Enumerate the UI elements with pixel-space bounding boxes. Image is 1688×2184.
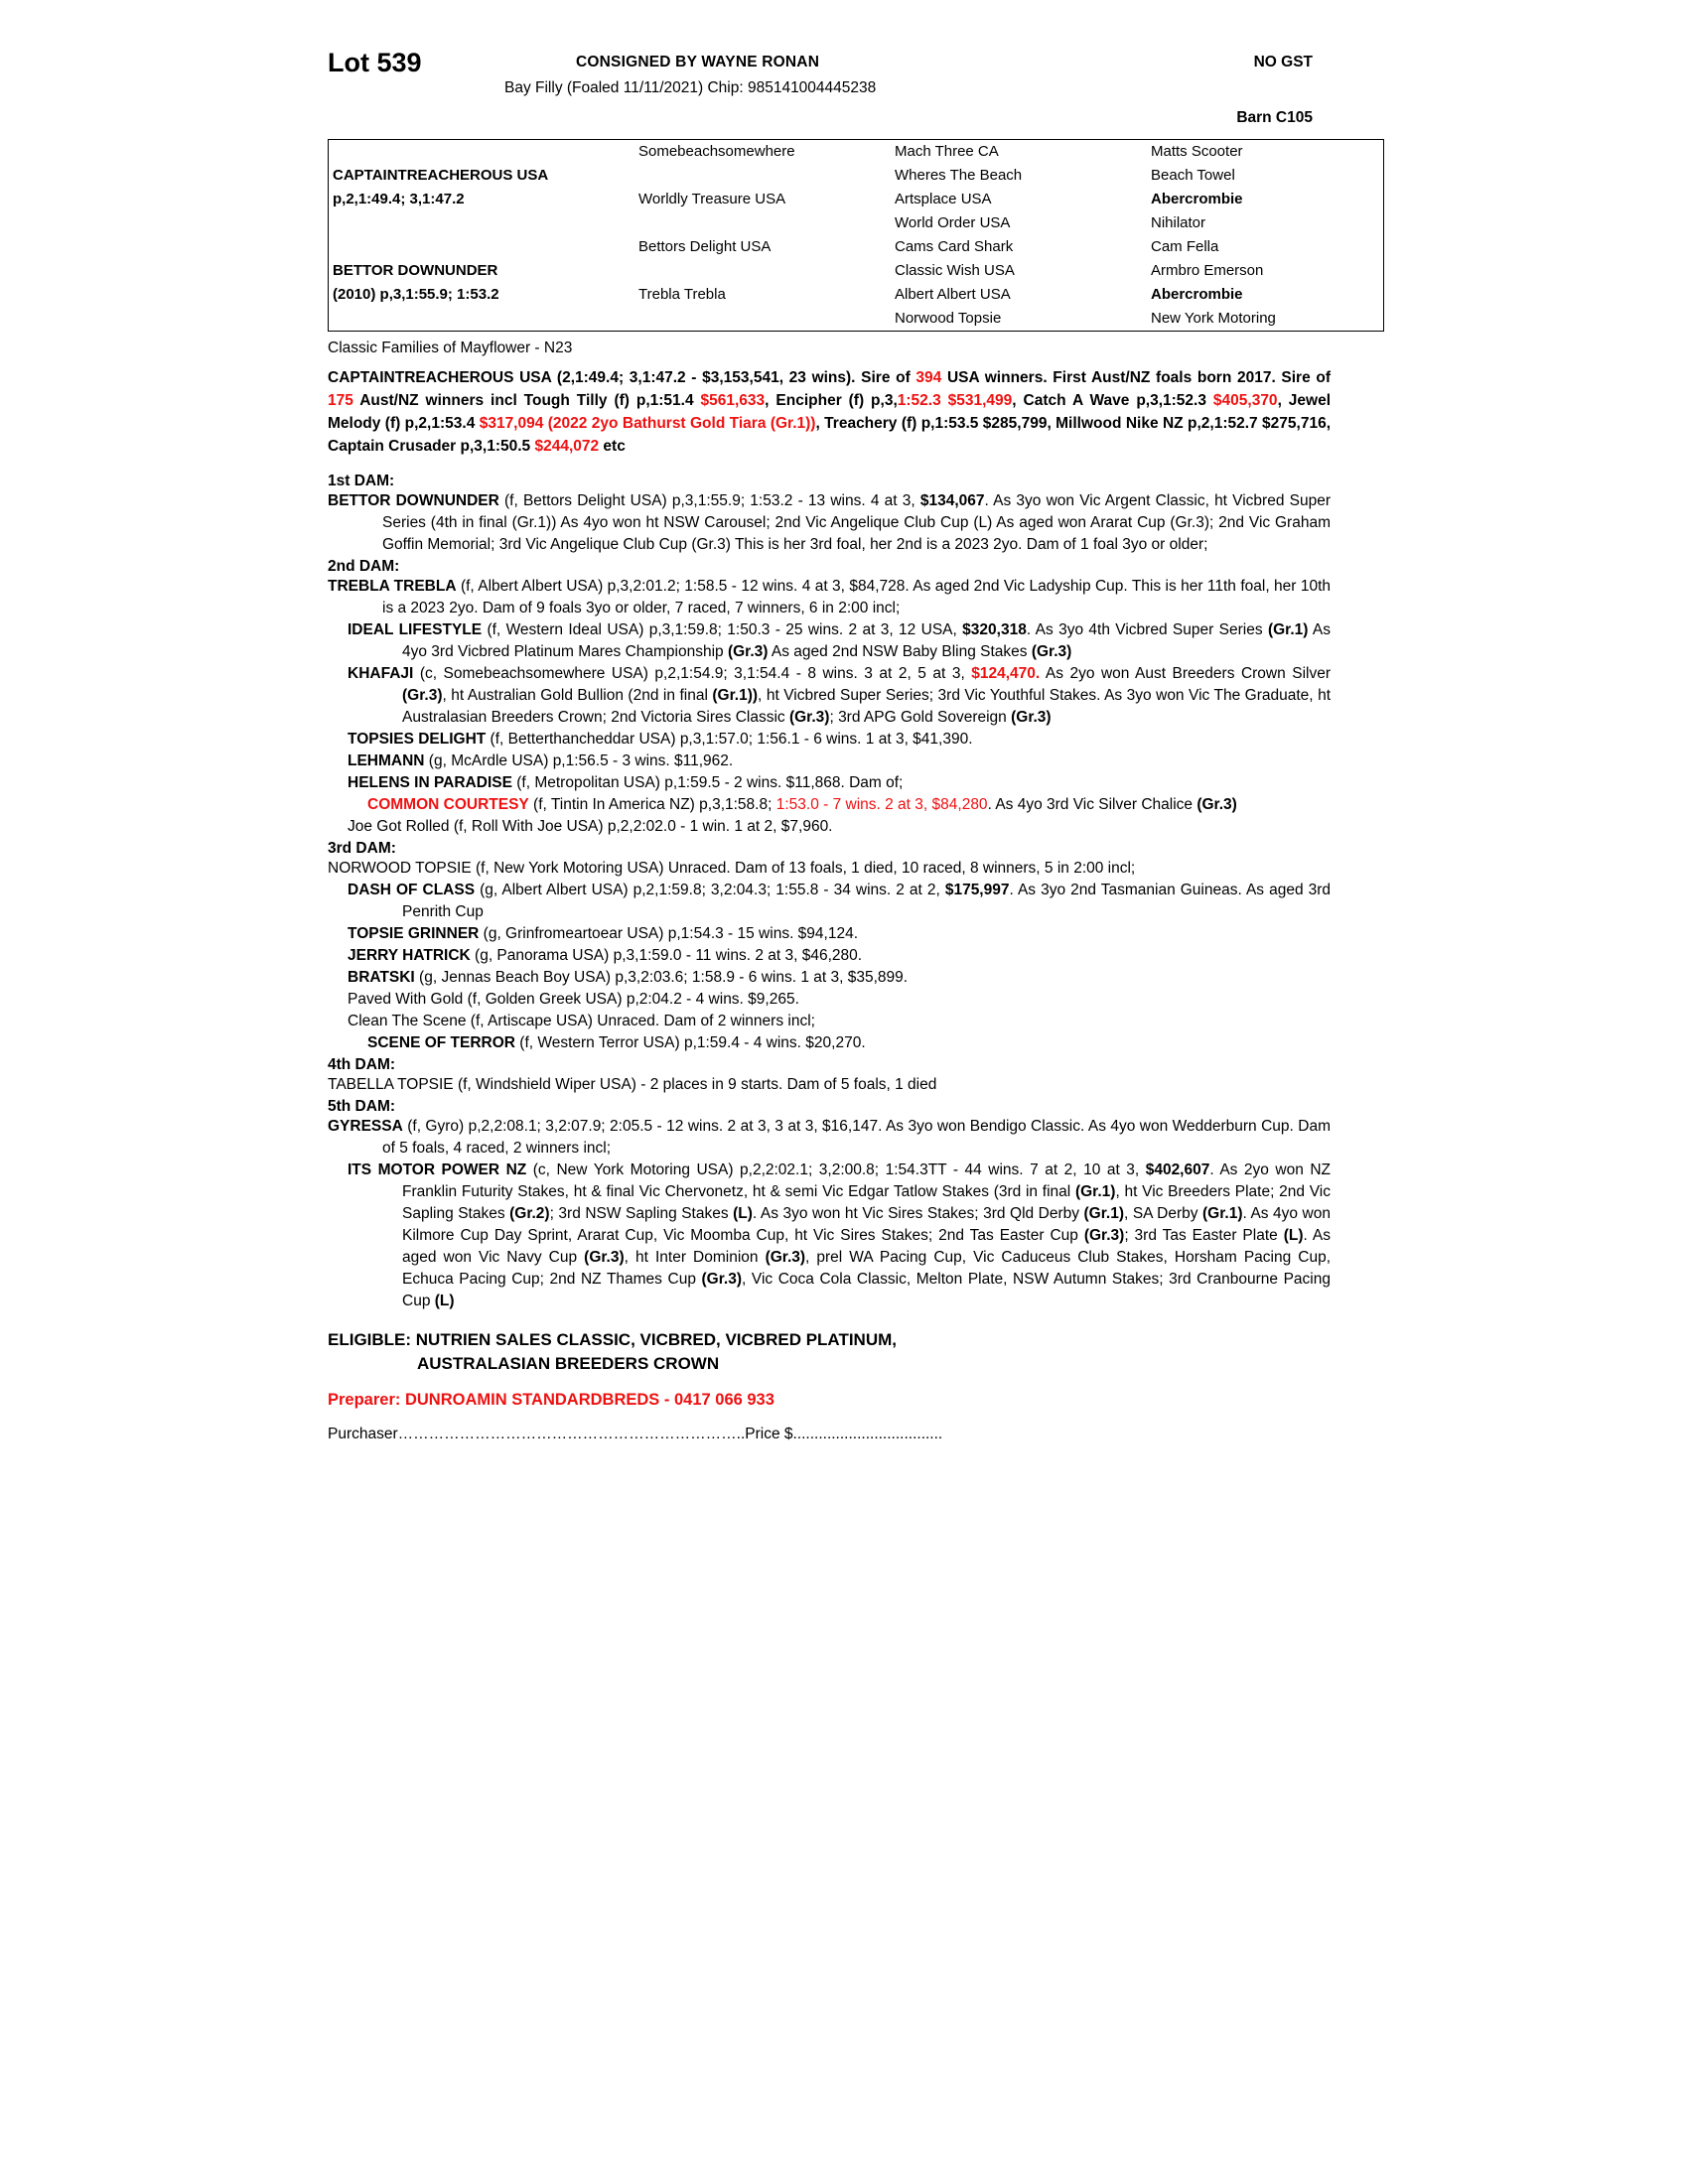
- pedigree-cell: [329, 307, 635, 332]
- entry-text-segment: LEHMANN: [348, 751, 425, 769]
- pedigree-cell: New York Motoring: [1151, 310, 1276, 327]
- dam-sections: [328, 473, 1331, 1312]
- pedigree-cell: BETTOR DOWNUNDER: [333, 262, 498, 279]
- horse-description: Bay Filly (Foaled 11/11/2021) Chip: 985141004445238: [504, 79, 877, 96]
- pedigree-cell: Cams Card Shark: [895, 238, 1014, 255]
- preparer-line: Preparer: DUNROAMIN STANDARDBREDS - 0417 066 933: [328, 1391, 774, 1410]
- entry-text-segment: As 2yo won Aust Breeders Crown Silver: [1040, 664, 1331, 682]
- entry-text-segment: SCENE OF TERROR: [367, 1033, 515, 1051]
- entry-text-segment: (L): [733, 1204, 753, 1222]
- sire-summary: [328, 367, 1331, 459]
- entry-text-segment: , ht Vic Breeders Plate; 2nd Vic Sapling Stakes: [402, 1182, 1331, 1222]
- entry-text-segment: , SA Derby: [1124, 1204, 1202, 1222]
- pedigree-cell: Abercrombie: [1151, 191, 1243, 207]
- sire-text-segment: Aust/NZ winners incl Tough Tilly (f) p,1:51.4: [352, 391, 701, 409]
- pedigree-cell: Armbro Emerson: [1151, 262, 1264, 279]
- pedigree-cell: Beach Towel: [1151, 167, 1235, 184]
- entry-text-segment: BRATSKI: [348, 968, 415, 986]
- pedigree-row: [329, 164, 1384, 188]
- entry-text-segment: , Vic Coca Cola Classic, Melton Plate, NSW Autumn Stakes; 3rd Cranbourne Pacing Cup: [402, 1270, 1331, 1309]
- entry-text-segment: (L): [1283, 1226, 1304, 1244]
- barn-number: Barn C105: [1236, 109, 1313, 126]
- entry-text-segment: ITS MOTOR POWER NZ: [348, 1160, 527, 1178]
- entry-text-segment: HELENS IN PARADISE: [348, 773, 512, 791]
- pedigree-row: [329, 259, 1384, 283]
- entry-text-segment: , prel WA Pacing Cup, Vic Caduceus Club Stakes, Horsham Pacing Cup, Echuca Pacing Cup; 2nd NZ Thames Cup: [402, 1248, 1332, 1288]
- entry-text-segment: . As 2yo won NZ Franklin Futurity Stakes, ht & final Vic Chervonetz, ht & semi Vic Edgar Tatlow Stakes (3rd in final: [402, 1160, 1332, 1200]
- entry-text-segment: (Gr.1): [1202, 1204, 1243, 1222]
- pedigree-row: [329, 188, 1384, 211]
- page-header: [328, 40, 1331, 139]
- dam-heading: 3rd DAM:: [328, 839, 396, 857]
- entry-text-segment: ; 3rd NSW Sapling Stakes: [549, 1204, 734, 1222]
- purchaser-line: Purchaser…………………………………………………………..Price $...................................: [328, 1426, 943, 1443]
- entry-text-segment: Paved With Gold (f, Golden Greek USA) p,2:04.2 - 4 wins. $9,265.: [348, 990, 799, 1008]
- pedigree-cell: Albert Albert USA: [895, 286, 1011, 303]
- entry-text-segment: As aged 2nd NSW Baby Bling Stakes: [768, 642, 1032, 660]
- eligibility-line-2: AUSTRALASIAN BREEDERS CROWN: [417, 1353, 720, 1373]
- entry-text-segment: . As 4yo won Kilmore Cup Day Sprint, Ararat Cup, Vic Moomba Cup, ht Vic Sires Stakes; 2nd Tas Easter Cup: [402, 1204, 1331, 1244]
- pedigree-entry: [328, 772, 1331, 794]
- dam-heading: 5th DAM:: [328, 1097, 396, 1115]
- pedigree-row: [329, 211, 1384, 235]
- sire-text-segment: 175: [328, 391, 353, 409]
- entry-text-segment: . As 3yo won ht Vic Sires Stakes; 3rd Qld Derby: [752, 1204, 1084, 1222]
- sire-text-segment: $317,094 (2022 2yo Bathurst Gold Tiara (Gr.1)): [479, 414, 816, 432]
- entry-text-segment: (f, Metropolitan USA) p,1:59.5 - 2 wins. $11,868. Dam of;: [511, 773, 904, 791]
- pedigree-cell: Mach Three CA: [895, 143, 999, 160]
- pedigree-entry: [328, 619, 1331, 663]
- sale-catalogue-page: [328, 40, 1331, 1443]
- pedigree-cell: [634, 211, 891, 235]
- entry-text-segment: $402,607: [1145, 1160, 1210, 1178]
- entry-text-segment: Clean The Scene (f, Artiscape USA) Unraced. Dam of 2 winners incl;: [348, 1012, 815, 1029]
- pedigree-cell: World Order USA: [895, 214, 1011, 231]
- pedigree-entry: [328, 1116, 1331, 1160]
- pedigree-entry: [328, 576, 1331, 619]
- entry-text-segment: BETTOR DOWNUNDER: [328, 491, 499, 509]
- entry-text-segment: . As 4yo 3rd Vic Silver Chalice: [987, 795, 1197, 813]
- entry-text-segment: (Gr.3): [788, 708, 830, 726]
- pedigree-cell: Classic Wish USA: [895, 262, 1015, 279]
- entry-text-segment: TOPSIE GRINNER: [348, 924, 480, 942]
- dam-heading: 2nd DAM:: [328, 557, 400, 575]
- entry-text-segment: (Gr.3): [1011, 708, 1052, 726]
- pedigree-row: [329, 307, 1384, 332]
- sire-text-segment: CAPTAINTREACHEROUS USA (2,1:49.4; 3,1:47.2 - $3,153,541, 23 wins). Sire of: [328, 369, 916, 386]
- pedigree-cell: (2010) p,3,1:55.9; 1:53.2: [333, 286, 499, 303]
- pedigree-entry: [328, 945, 1331, 967]
- entry-text-segment: (g, Panorama USA) p,3,1:59.0 - 11 wins. 2 at 3, $46,280.: [470, 946, 863, 964]
- entry-text-segment: (Gr.1): [1074, 1182, 1116, 1200]
- pedigree-entry: [328, 1074, 1331, 1096]
- entry-text-segment: (Gr.1)): [712, 686, 759, 704]
- entry-text-segment: 1:53.0 - 7 wins. 2 at 3, $84,280: [775, 795, 988, 813]
- sire-text-segment: 394: [915, 369, 942, 386]
- sire-text-segment: $405,370: [1212, 391, 1278, 409]
- dam-heading: 4th DAM:: [328, 1055, 396, 1073]
- dam-heading: 1st DAM:: [328, 472, 395, 489]
- entry-text-segment: (f, Western Ideal USA) p,3,1:59.8; 1:50.3 - 25 wins. 2 at 3, 12 USA,: [482, 620, 963, 638]
- pedigree-cell: Trebla Trebla: [638, 286, 726, 303]
- pedigree-row: [329, 235, 1384, 259]
- pedigree-cell: [329, 211, 635, 235]
- entry-text-segment: , ht Inter Dominion: [624, 1248, 766, 1266]
- entry-text-segment: DASH OF CLASS: [348, 881, 476, 898]
- entry-text-segment: TREBLA TREBLA: [328, 577, 457, 595]
- sire-text-segment: , Catch A Wave p,3,1:52.3: [1012, 391, 1213, 409]
- entry-text-segment: (Gr.2): [509, 1204, 550, 1222]
- entry-text-segment: (g, Grinfromeartoear USA) p,1:54.3 - 15 wins. $94,124.: [479, 924, 859, 942]
- entry-text-segment: (Gr.3): [1196, 795, 1237, 813]
- eligibility-line-1: ELIGIBLE: NUTRIEN SALES CLASSIC, VICBRED, VICBRED PLATINUM,: [328, 1329, 897, 1349]
- pedigree-cell: [329, 140, 635, 165]
- pedigree-row: [329, 283, 1384, 307]
- pedigree-cell: p,2,1:49.4; 3,1:47.2: [333, 191, 465, 207]
- consignor-label: CONSIGNED BY WAYNE RONAN: [576, 54, 820, 70]
- entry-text-segment: KHAFAJI: [348, 664, 414, 682]
- pedigree-cell: Somebeachsomewhere: [638, 143, 795, 160]
- pedigree-cell: [634, 164, 891, 188]
- entry-text-segment: (c, Somebeachsomewhere USA) p,2,1:54.9; 3,1:54.4 - 8 wins. 3 at 2, 5 at 3,: [413, 664, 972, 682]
- sire-text-segment: etc: [599, 437, 626, 455]
- sire-text-segment: USA winners. First Aust/NZ foals born 2017. Sire of: [941, 369, 1332, 386]
- family-line: Classic Families of Mayflower - N23: [328, 340, 573, 356]
- pedigree-row: [329, 140, 1384, 165]
- pedigree-entry: [328, 1160, 1331, 1312]
- pedigree-entry: [328, 794, 1331, 816]
- entry-text-segment: (g, Jennas Beach Boy USA) p,3,2:03.6; 1:58.9 - 6 wins. 1 at 3, $35,899.: [414, 968, 909, 986]
- sire-text-segment: $244,072: [534, 437, 600, 455]
- sire-text-segment: $561,633: [700, 391, 766, 409]
- pedigree-cell: Norwood Topsie: [895, 310, 1002, 327]
- entry-text-segment: ; 3rd APG Gold Sovereign: [829, 708, 1012, 726]
- entry-text-segment: (f, Betterthancheddar USA) p,3,1:57.0; 1:56.1 - 6 wins. 1 at 3, $41,390.: [486, 730, 973, 748]
- lot-number: Lot 539: [328, 48, 422, 77]
- pedigree-cell: Artsplace USA: [895, 191, 992, 207]
- pedigree-cell: Bettors Delight USA: [638, 238, 772, 255]
- entry-text-segment: (Gr.3): [1083, 1226, 1125, 1244]
- pedigree-cell: Cam Fella: [1151, 238, 1219, 255]
- entry-text-segment: , ht Vicbred Super Series; 3rd Vic Youthful Stakes. As 3yo won Vic The Graduate, ht Australasian Breeders Crown; 2nd Victoria Sires Classic: [402, 686, 1331, 726]
- entry-text-segment: (f, Albert Albert USA) p,3,2:01.2; 1:58.5 - 12 wins. 4 at 3, $84,728. As aged 2nd Vic Ladyship Cup. This is her 11th foal, her 10th is a 2023 2yo. Dam of 9 foals 3yo or older, 7 raced, 7 winners, 6 in 2:00 incl;: [382, 577, 1331, 616]
- entry-text-segment: COMMON COURTESY: [367, 795, 529, 813]
- pedigree-entry: [328, 751, 1331, 772]
- entry-text-segment: $320,318: [962, 620, 1027, 638]
- sire-text-segment: 1:52.3 $531,499: [897, 391, 1013, 409]
- pedigree-cell: CAPTAINTREACHEROUS USA: [333, 167, 549, 184]
- entry-text-segment: (Gr.3): [1031, 642, 1072, 660]
- entry-text-segment: (L): [434, 1292, 455, 1309]
- entry-text-segment: ; 3rd Tas Easter Plate: [1124, 1226, 1284, 1244]
- entry-text-segment: (Gr.3): [584, 1248, 625, 1266]
- eligibility-note: [328, 1328, 1331, 1376]
- entry-text-segment: TOPSIES DELIGHT: [348, 730, 487, 748]
- pedigree-cell: Nihilator: [1151, 214, 1206, 231]
- pedigree-cell: [634, 259, 891, 283]
- entry-text-segment: Joe Got Rolled (f, Roll With Joe USA) p,2,2:02.0 - 1 win. 1 at 2, $7,960.: [348, 817, 833, 835]
- entry-text-segment: (f, Bettors Delight USA) p,3,1:55.9; 1:53.2 - 13 wins. 4 at 3,: [498, 491, 920, 509]
- sire-text-segment: , Encipher (f) p,3,: [765, 391, 898, 409]
- entry-text-segment: (f, Gyro) p,2,2:08.1; 3,2:07.9; 2:05.5 - 12 wins. 2 at 3, 3 at 3, $16,147. As 3yo won Bendigo Classic. As 4yo won Wedderburn Cup. Dam of 5 foals, 4 raced, 2 winners incl;: [382, 1117, 1331, 1157]
- pedigree-entry: [328, 989, 1331, 1011]
- entry-text-segment: (g, Albert Albert USA) p,2,1:59.8; 3,2:04.3; 1:55.8 - 34 wins. 2 at 2,: [475, 881, 945, 898]
- pedigree-entry: [328, 967, 1331, 989]
- pedigree-entry: [328, 816, 1331, 838]
- pedigree-entry: [328, 729, 1331, 751]
- entry-text-segment: JERRY HATRICK: [348, 946, 471, 964]
- entry-text-segment: (c, New York Motoring USA) p,2,2:02.1; 3,2:00.8; 1:54.3TT - 44 wins. 7 at 2, 10 at 3,: [526, 1160, 1146, 1178]
- entry-text-segment: . As aged won Vic Navy Cup: [402, 1226, 1331, 1266]
- entry-text-segment: GYRESSA: [328, 1117, 403, 1135]
- entry-text-segment: TABELLA TOPSIE (f, Windshield Wiper USA) - 2 places in 9 starts. Dam of 5 foals, 1 died: [328, 1075, 937, 1093]
- entry-text-segment: . As 3yo won Vic Argent Classic, ht Vicbred Super Series (4th in final (Gr.1)) As 4yo won ht NSW Carousel; 2nd Vic Angelique Club Cup (L) As aged won Ararat Cup (Gr.3); 2nd Vic Graham Goffin Memorial; 3rd Vic Angelique Club Cup (Gr.3) This is her 3rd foal, her 2nd is a 2023 2yo. Dam of 1 foal 3yo or older;: [382, 491, 1331, 553]
- sire-text-segment: , Treachery (f) p,1:53.5 $285,799, Millwood Nike NZ p,2,1:52.7 $275,716, Captain Crusader p,3,1:50.5: [328, 414, 1332, 455]
- entry-text-segment: (Gr.1): [1083, 1204, 1124, 1222]
- entry-text-segment: . As 3yo 4th Vicbred Super Series: [1026, 620, 1268, 638]
- entry-text-segment: (g, McArdle USA) p,1:56.5 - 3 wins. $11,962.: [424, 751, 734, 769]
- entry-text-segment: NORWOOD TOPSIE (f, New York Motoring USA) Unraced. Dam of 13 foals, 1 died, 10 raced, 8 winners, 5 in 2:00 incl;: [328, 859, 1136, 877]
- entry-text-segment: (Gr.3): [765, 1248, 806, 1266]
- entry-text-segment: (f, Western Terror USA) p,1:59.4 - 4 wins. $20,270.: [514, 1033, 866, 1051]
- entry-text-segment: (Gr.3): [402, 686, 443, 704]
- pedigree-table: [328, 139, 1384, 332]
- entry-text-segment: (Gr.3): [727, 642, 769, 660]
- pedigree-cell: Wheres The Beach: [895, 167, 1023, 184]
- entry-text-segment: (Gr.3): [701, 1270, 742, 1288]
- entry-text-segment: IDEAL LIFESTYLE: [348, 620, 483, 638]
- pedigree-entry: [328, 1032, 1331, 1054]
- pedigree-entry: [328, 663, 1331, 729]
- entry-text-segment: $175,997: [944, 881, 1010, 898]
- pedigree-cell: [329, 235, 635, 259]
- gst-status: NO GST: [1253, 54, 1313, 70]
- entry-text-segment: As 4yo 3rd Vicbred Platinum Mares Championship: [402, 620, 1332, 660]
- entry-text-segment: (Gr.1): [1267, 620, 1309, 638]
- pedigree-entry: [328, 490, 1331, 556]
- entry-text-segment: . As 3yo 2nd Tasmanian Guineas. As aged 3rd Penrith Cup: [402, 881, 1331, 920]
- pedigree-cell: Matts Scooter: [1151, 143, 1243, 160]
- entry-text-segment: $134,067: [919, 491, 985, 509]
- pedigree-cell: Worldly Treasure USA: [638, 191, 786, 207]
- pedigree-entry: [328, 1011, 1331, 1032]
- pedigree-entry: [328, 858, 1331, 880]
- pedigree-cell: [634, 307, 891, 332]
- pedigree-entry: [328, 923, 1331, 945]
- entry-text-segment: (f, Tintin In America NZ) p,3,1:58.8;: [528, 795, 776, 813]
- pedigree-entry: [328, 880, 1331, 923]
- pedigree-cell: Abercrombie: [1151, 286, 1243, 303]
- entry-text-segment: , ht Australian Gold Bullion (2nd in final: [442, 686, 713, 704]
- sire-text-segment: , Jewel Melody (f) p,2,1:53.4: [328, 391, 1332, 432]
- entry-text-segment: $124,470.: [971, 664, 1041, 682]
